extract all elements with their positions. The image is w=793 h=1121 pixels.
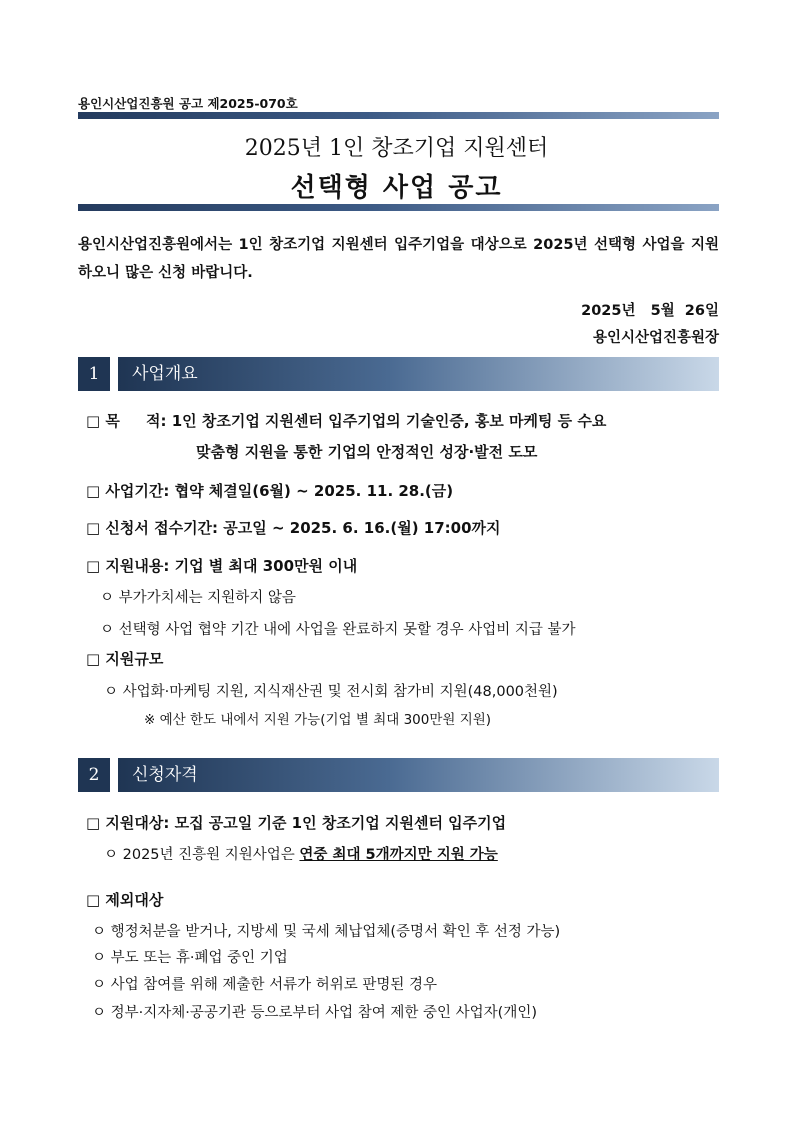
exclusion-item: ㅇ 사업 참여를 위해 제출한 서류가 허위로 판명된 경우 (92, 977, 438, 993)
scale-note: ※ 예산 한도 내에서 지원 가능(기업 별 최대 300만원 지원) (144, 712, 492, 728)
exclusion-item: ㅇ 정부·지자체·공공기관 등으로부터 사업 참여 제한 중인 사업자(개인) (92, 1005, 537, 1021)
support-note-completion: ㅇ 선택형 사업 협약 기간 내에 사업을 완료하지 못할 경우 사업비 지급 불가 (100, 622, 576, 638)
notice-date: 2025년 5월 26일 (581, 303, 719, 319)
section1-number: 1 (78, 357, 110, 391)
application-period: □ 신청서 접수기간: 공고일 ~ 2025. 6. 16.(월) 17:00까지 (86, 519, 501, 537)
section2-number: 2 (78, 758, 110, 792)
header-rule-bottom (78, 204, 719, 211)
scale-item: ㅇ 사업화·마케팅 지원, 지식재산권 및 전시회 참가비 지원(48,000천원) (104, 684, 558, 700)
support-limit-emphasis: 연중 최대 5개까지만 지원 가능 (299, 847, 498, 863)
section2-title: 신청자격 (118, 758, 719, 792)
support-target-note-prefix: ㅇ 2025년 진흥원 지원사업은 (104, 847, 300, 863)
exclusion-heading: □ 제외대상 (86, 891, 164, 909)
intro-paragraph: 용인시산업진흥원에서는 1인 창조기업 지원센터 입주기업을 대상으로 2025년 선택형 사업을 지원하오니 많은 신청 바랍니다. (78, 237, 719, 281)
exclusion-item: ㅇ 행정처분을 받거나, 지방세 및 국세 체납업체(증명서 확인 후 선정 가능) (92, 924, 561, 940)
support-content: □ 지원내용: 기업 별 최대 300만원 이내 (86, 557, 358, 575)
support-target: □ 지원대상: 모집 공고일 기준 1인 창조기업 지원센터 입주기업 (86, 814, 507, 832)
notice-number: 용인시산업진흥원 공고 제2025-070호 (78, 96, 298, 111)
purpose-line1: □ 목 적: 1인 창조기업 지원센터 입주기업의 기술인증, 홍보 마케팅 등 수요 (86, 412, 607, 430)
section1-title: 사업개요 (118, 357, 719, 391)
issuer-name: 용인시산업진흥원장 (592, 330, 719, 346)
scale-heading: □ 지원규모 (86, 650, 164, 668)
exclusion-item: ㅇ 부도 또는 휴·폐업 중인 기업 (92, 950, 288, 966)
document-title-line1: 2025년 1인 창조기업 지원센터 (244, 136, 549, 161)
business-period: □ 사업기간: 협약 체결일(6월) ~ 2025. 11. 28.(금) (86, 482, 454, 500)
support-note-vat: ㅇ 부가가치세는 지원하지 않음 (100, 590, 296, 606)
document-title-line2: 선택형 사업 공고 (290, 173, 503, 203)
support-target-note (104, 843, 498, 864)
header-rule-top (78, 112, 719, 119)
purpose-line2: 맞춤형 지원을 통한 기업의 안정적인 성장·발전 도모 (196, 443, 538, 461)
